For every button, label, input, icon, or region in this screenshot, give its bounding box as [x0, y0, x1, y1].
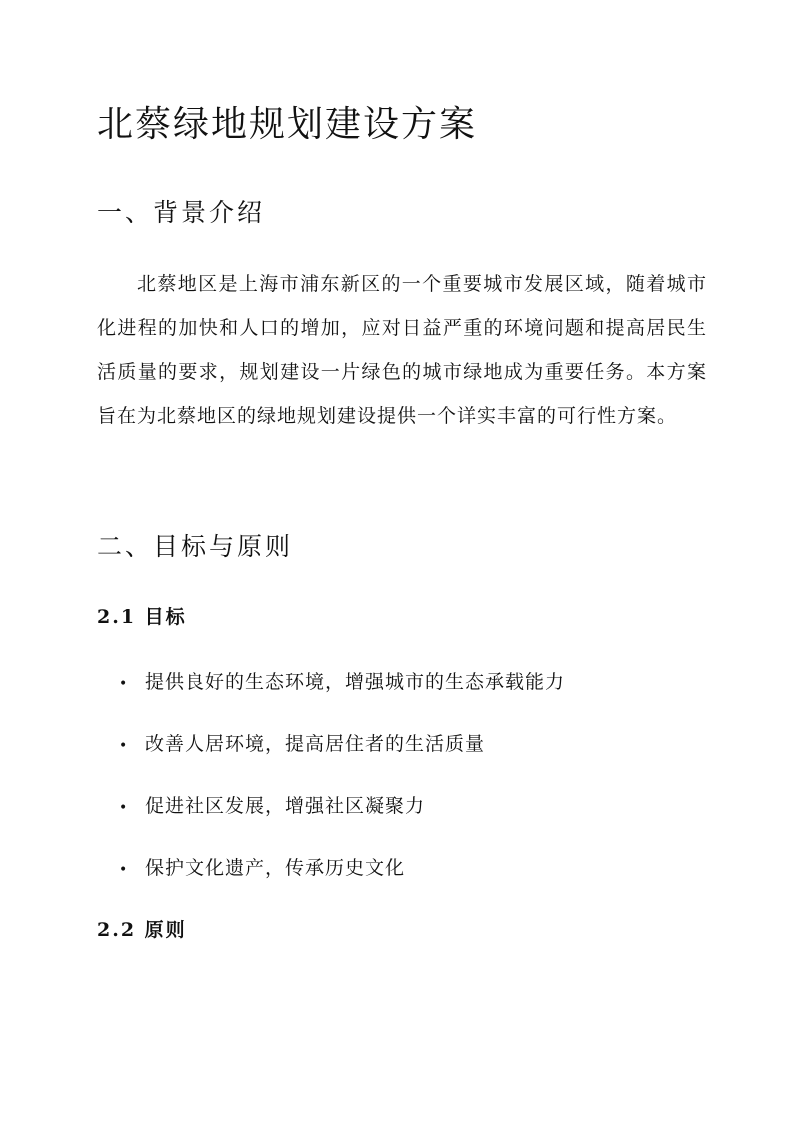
list-item — [119, 786, 565, 848]
bullet-icon: • — [119, 676, 129, 692]
background-paragraph: 北蔡地区是上海市浦东新区的一个重要城市发展区域，随着城市化进程的加快和人口的增加，应对日益严重的环境问题和提高居民生活质量的要求，规划建设一片绿色的城市绿地成为重要任务。本方案旨在为北蔡地区的绿地规划建设提供一个详实丰富的可行性方案。 — [97, 273, 707, 427]
section-heading-goals-principles: 二、目标与原则 — [97, 532, 294, 561]
bullet-icon: • — [119, 862, 129, 878]
goals-list — [119, 662, 565, 910]
section-heading-background: 一、背景介绍 — [97, 198, 266, 227]
list-item-text: 促进社区发展，增强社区凝聚力 — [145, 795, 426, 817]
list-item — [119, 724, 565, 786]
list-item — [119, 848, 565, 910]
list-item — [119, 662, 565, 724]
bullet-icon: • — [119, 738, 129, 754]
list-item-text: 改善人居环境，提高居住者的生活质量 — [145, 733, 486, 755]
bullet-icon: • — [119, 800, 129, 816]
subsection-heading-principles: 2.2 原则 — [97, 919, 187, 941]
document-title: 北蔡绿地规划建设方案 — [97, 104, 478, 145]
list-item-text: 保护文化遗产，传承历史文化 — [145, 857, 406, 879]
list-item-text: 提供良好的生态环境，增强城市的生态承载能力 — [145, 671, 566, 693]
subsection-heading-goals: 2.1 目标 — [97, 606, 187, 628]
